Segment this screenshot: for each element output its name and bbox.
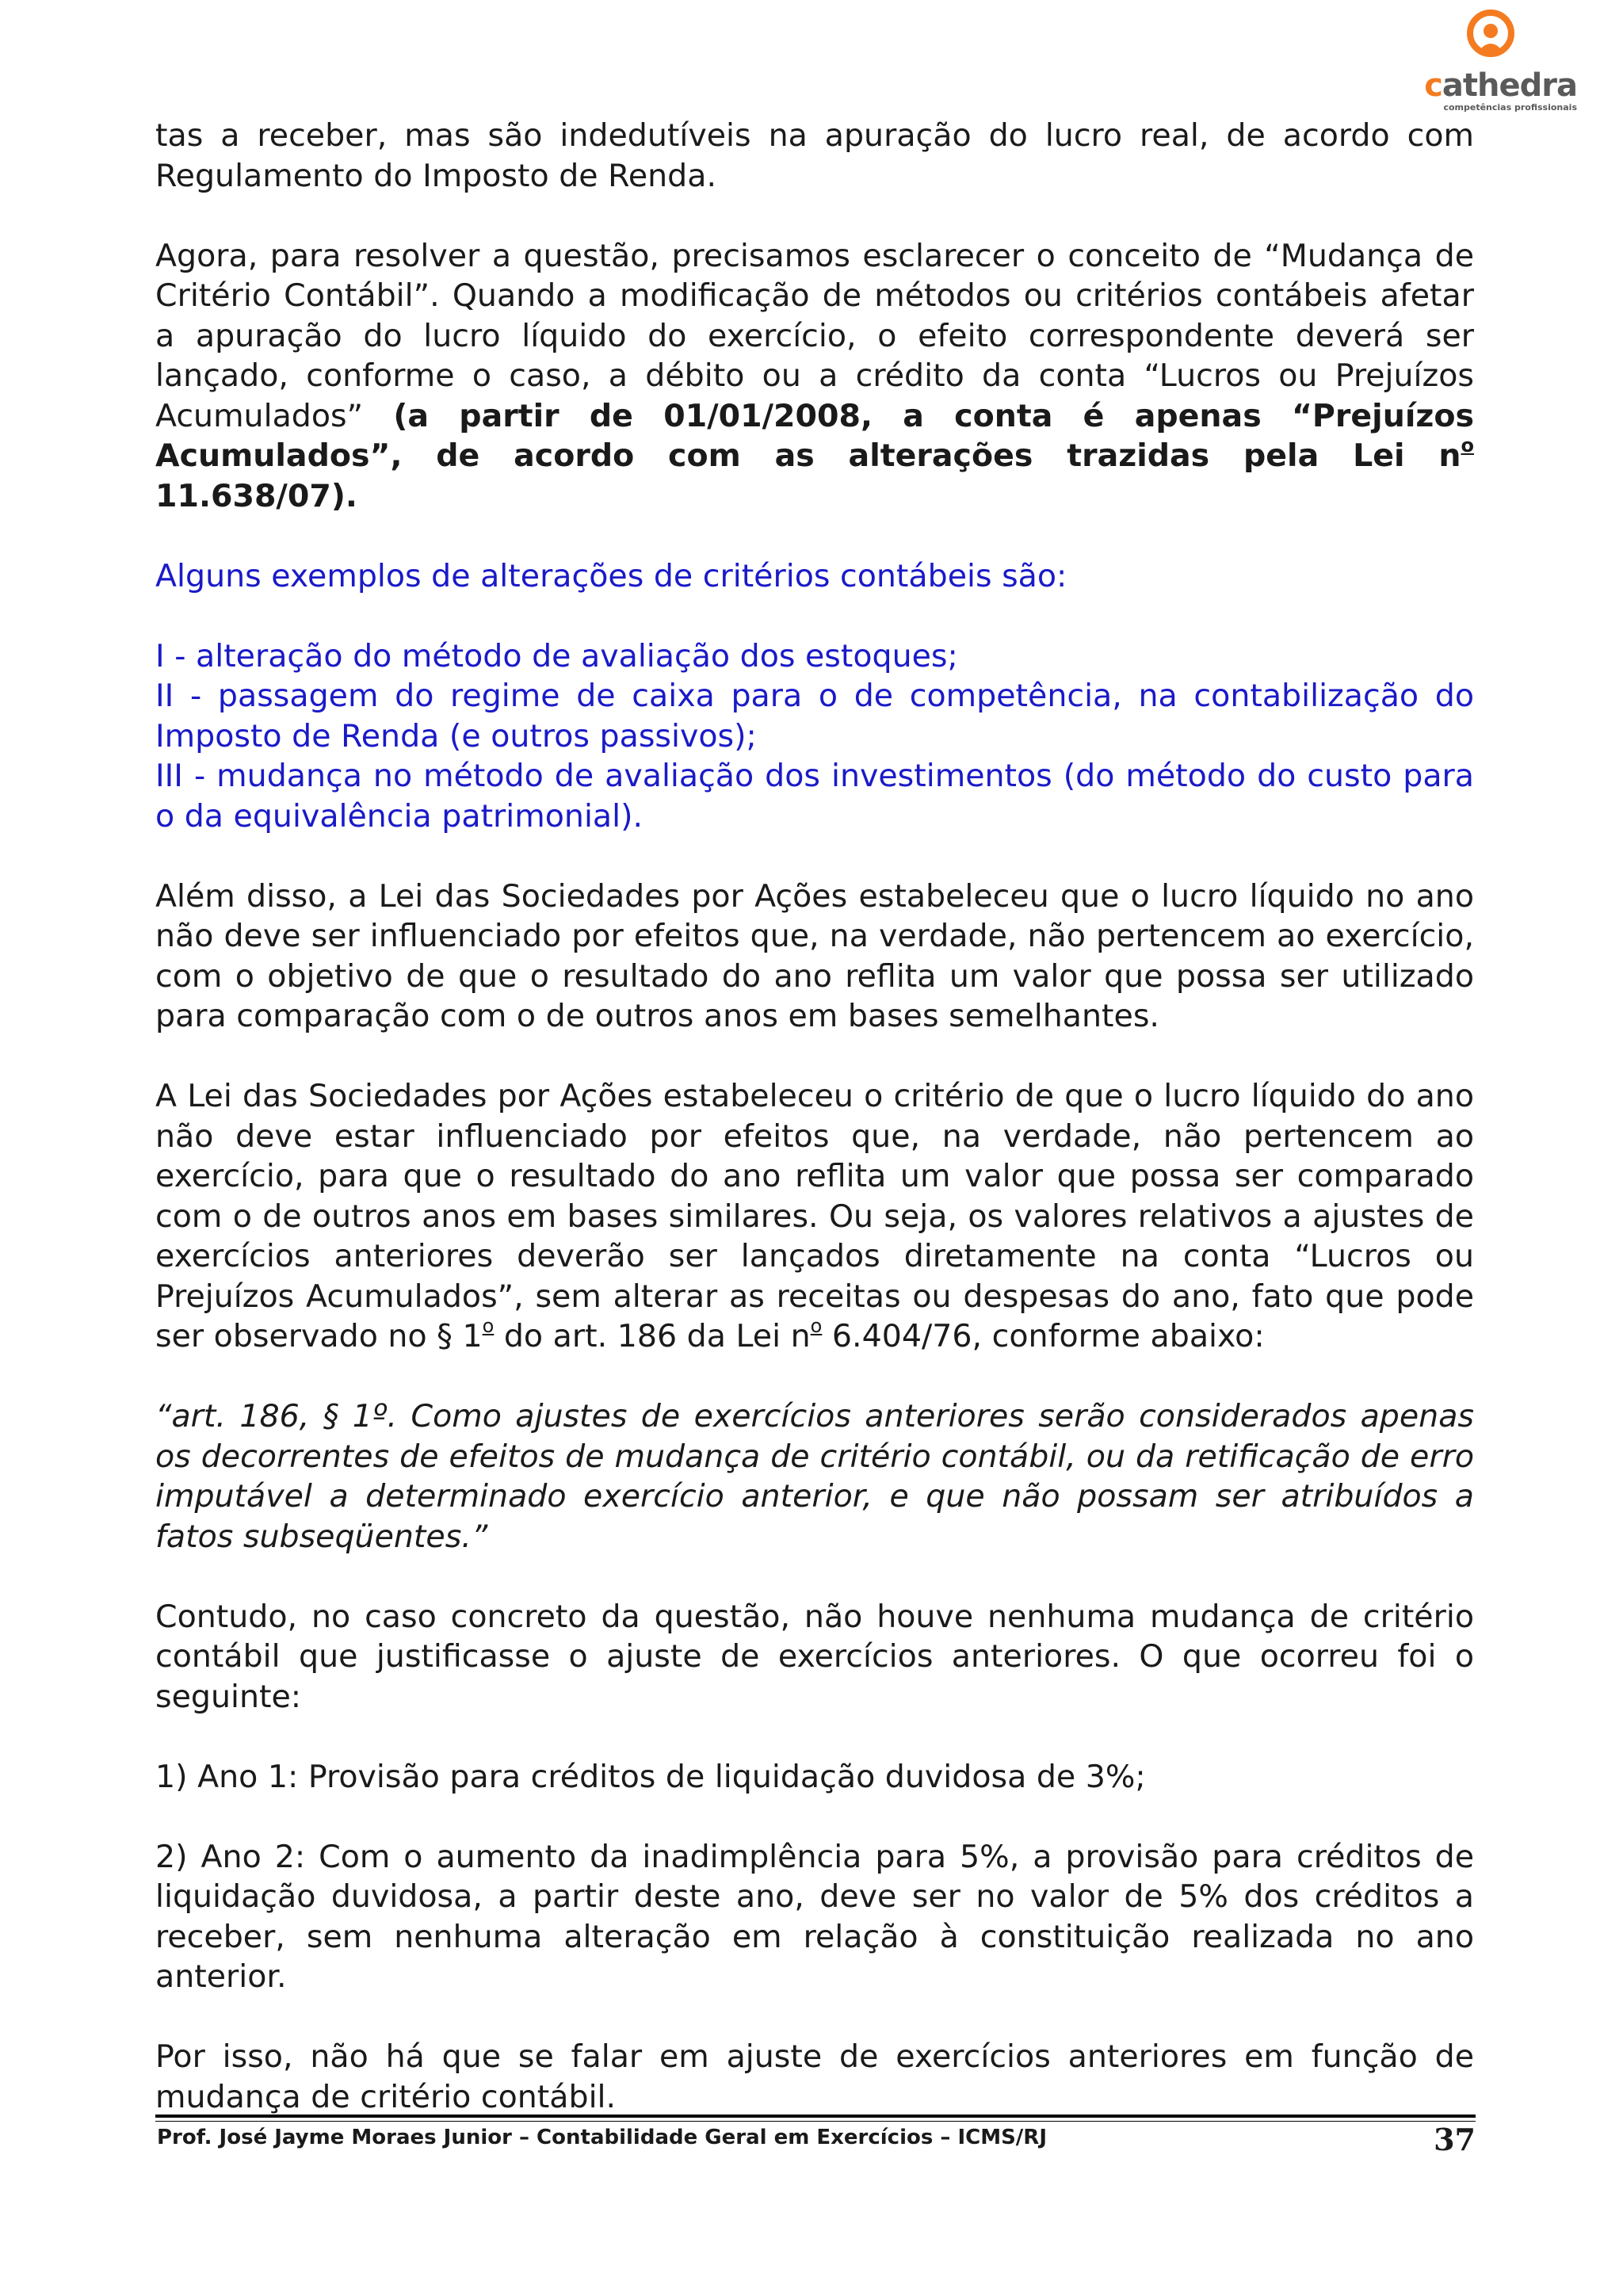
paragraph-5: A Lei das Sociedades por Ações estabeleceu o critério de que o lucro líquido do ano não deve estar influenciado por efeitos que, na verdade, não pertencem ao exercício, para que o resultado do ano reflita um valor que possa ser comparado com o de outros anos em bases similares. Ou seja, os valores relativos a ajustes de exercícios anteriores deverão ser lançados diretamente na conta “Lucros ou Prejuízos Acumulados”, sem alterar as receitas ou despesas do ano, fato que pode ser observado no § 1$^o$ do art. 186 da Lei $n^o$ 6.404/76, conforme abaixo:	[155, 1078, 1474, 1354]
paragraph-7: 1) Ano 1: Provisão para créditos de liquidação duvidosa de 3%;	[155, 1758, 1146, 1795]
logo-tagline: competências profissionais	[1443, 102, 1577, 113]
examples-intro: Alguns exemplos de alterações de critérios contábeis são:	[155, 557, 1067, 594]
paragraph-8: 2) Ano 2: Com o aumento da inadimplência para 5%, a provisão para créditos de liquidação duvidosa, a partir deste ano, deve ser no valor de 5% dos créditos a receber, sem nenhuma alteração em relação à constituição realizada no ano anterior.	[155, 1838, 1474, 1995]
cathedra-logo	[1419, 10, 1577, 113]
footer-rule-thick	[155, 2115, 1476, 2118]
list-item: III - mudança no método de avaliação dos investimentos (do método do custo para o da equivalência patrimonial).	[155, 758, 1474, 835]
list-item: II - passagem do regime de caixa para o de competência, na contabilização do Imposto de Renda (e outros passivos);	[155, 678, 1474, 755]
paragraph-9: Por isso, não há que se falar em ajuste de exercícios anteriores em função de mudança de critério contábil.	[155, 2038, 1474, 2115]
examples-list	[155, 636, 1474, 837]
paragraph-6: Contudo, no caso concreto da questão, não houve nenhuma mudança de critério contábil que justificasse o ajuste de exercícios anteriores. O que ocorreu foi o seguinte:	[155, 1598, 1474, 1715]
law-quote: “art. 186, § 1º. Como ajustes de exercícios anteriores serão considerados apenas os decorrentes de efeitos de mudança de critério contábil, ou da retificação de erro imputável a determinado exercício anterior, e que não possam ser atribuídos a fatos subseqüentes.”	[155, 1398, 1474, 1555]
footer-author: Prof. José Jayme Moraes Junior – Contabilidade Geral em Exercícios – ICMS/RJ	[157, 2126, 1047, 2149]
list-item: I - alteração do método de avaliação dos estoques;	[155, 637, 958, 674]
paragraph-4: Além disso, a Lei das Sociedades por Ações estabeleceu que o lucro líquido no ano não deve ser influenciado por efeitos que, na verdade, não pertencem ao exercício, com o objetivo de que o resultado do ano reflita um valor que possa ser utilizado para comparação com o de outros anos em bases semelhantes.	[155, 877, 1474, 1034]
logo-wordmark: cathedra	[1424, 67, 1577, 104]
footer-rule-thin	[155, 2121, 1476, 2122]
paragraph-1: tas a receber, mas são indedutíveis na apuração do lucro real, de acordo com Regulamento do Imposto de Renda.	[155, 117, 1474, 194]
main-text	[155, 116, 1474, 2157]
page-number: 37	[1434, 2122, 1476, 2157]
cathedra-logo-icon	[1465, 10, 1517, 71]
bold-note: (a partir de 01/01/2008, a conta é apenas “Prejuízos Acumulados”, de acordo com as alterações trazidas pela Lei $n^o$ 11.638/07).	[155, 397, 1474, 514]
paragraph-2: Agora, para resolver a questão, precisamos esclarecer o conceito de “Mudança de Critério Contábil”. Quando a modificação de métodos ou critérios contábeis afetar a apuração do lucro líquido do exercício, o efeito correspondente deverá ser lançado, conforme o caso, a débito ou a crédito da conta “Lucros ou Prejuízos Acumulados” (a partir de 01/01/2008, a conta é apenas “Prejuízos Acumulados”, de acordo com as alterações trazidas pela Lei $n^o$ 11.638/07).	[155, 237, 1474, 514]
